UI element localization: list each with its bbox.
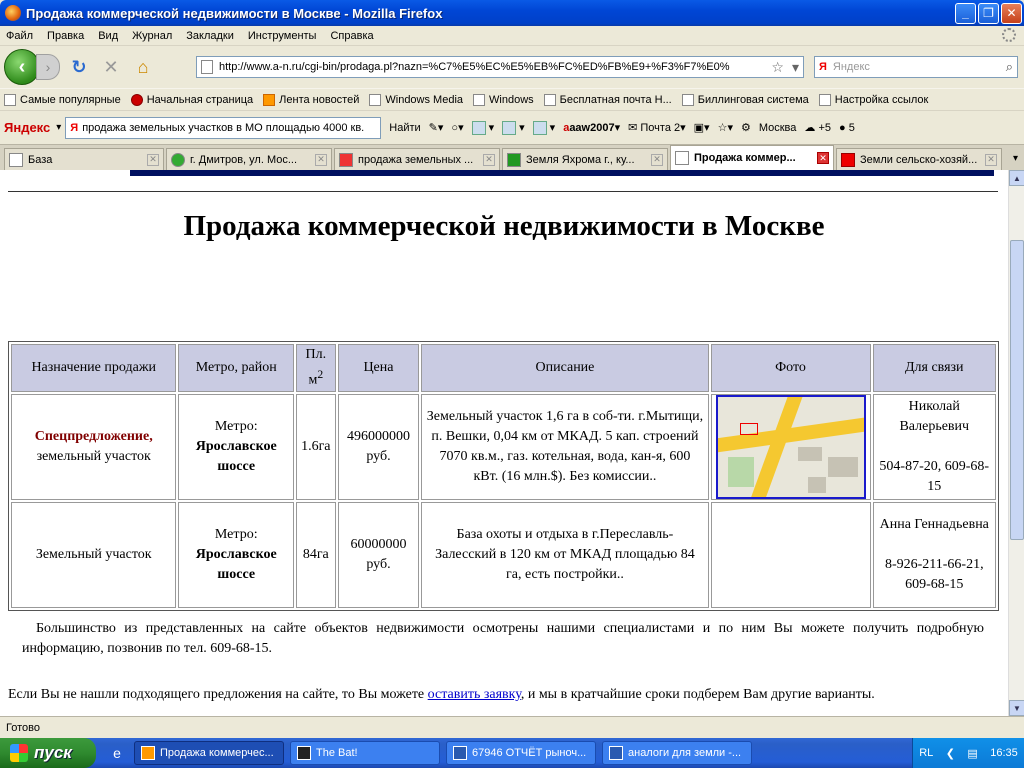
home-bookmark-icon — [131, 94, 143, 106]
scroll-up-arrow[interactable]: ▲ — [1009, 170, 1024, 186]
close-tab-icon[interactable]: ✕ — [817, 152, 829, 164]
throbber-icon — [1002, 28, 1016, 42]
system-tray — [912, 738, 1024, 768]
tab-dmitrov[interactable]: г. Дмитров, ул. Мос... ✕ — [166, 148, 332, 170]
contact-cell: Анна Геннадьевна 8-926-211-66-21, 609-68-15 — [873, 502, 996, 608]
window-title: Продажа коммерческой недвижимости в Москве - Mozilla Firefox — [26, 5, 443, 21]
maximize-button[interactable]: ❐ — [978, 3, 999, 24]
taskbar-thebat[interactable]: The Bat! — [290, 741, 440, 765]
clock[interactable]: 16:35 — [990, 747, 1018, 759]
menu-help[interactable]: Справка — [330, 29, 374, 42]
star-icon[interactable]: ☆▾ — [717, 122, 733, 134]
tab-zemlya-yakhroma[interactable]: Земля Яхрома г., ку... ✕ — [502, 148, 668, 170]
bookmark-folder-icon — [4, 94, 16, 106]
bookmark-item[interactable]: Самые популярные — [4, 94, 121, 106]
contact-cell: Николай Валерьевич 504-87-20, 609-68-15 — [873, 394, 996, 500]
yandex-query-input[interactable]: Я продажа земельных участков в МО площадью 4000 кв. — [65, 117, 381, 139]
bat-icon — [297, 746, 311, 760]
taskbar-word-analogs[interactable]: аналоги для земли -... — [602, 741, 752, 765]
rss-icon — [263, 94, 275, 106]
col-description: Описание — [421, 344, 708, 392]
yandex-icon — [339, 153, 353, 167]
word-icon — [609, 746, 623, 760]
arrow-icon — [841, 153, 855, 167]
scroll-thumb[interactable] — [1010, 240, 1024, 540]
bookmark-item[interactable]: Windows — [473, 94, 534, 106]
page-icon — [473, 94, 485, 106]
map-thumbnail[interactable] — [716, 395, 866, 499]
menu-file[interactable]: Файл — [6, 29, 34, 42]
tab-prodazha-zemel[interactable]: продажа земельных ... ✕ — [334, 148, 500, 170]
bookmark-item[interactable]: Настройка ссылок — [819, 94, 929, 106]
page-icon — [9, 153, 23, 167]
search-box[interactable] — [814, 56, 1018, 78]
listing-table — [8, 341, 999, 611]
window-titlebar — [0, 0, 1024, 26]
menu-view[interactable]: Вид — [98, 29, 119, 42]
purpose-cell: Спецпредложение, земельный участок — [11, 394, 176, 500]
close-tab-icon[interactable]: ✕ — [483, 154, 495, 166]
page-icon — [682, 94, 694, 106]
page-icon — [201, 60, 213, 74]
firefox-icon — [141, 746, 155, 760]
highlight-icon[interactable]: ✎▾ — [428, 122, 444, 134]
close-tab-icon[interactable]: ✕ — [315, 154, 327, 166]
metro-cell: Метро: Ярославское шоссе — [178, 502, 294, 608]
close-button[interactable]: ✕ — [1001, 3, 1022, 24]
tab-baza[interactable]: База ✕ — [4, 148, 164, 170]
bookmark-item[interactable]: Начальная страница — [131, 94, 253, 106]
photo-cell — [711, 502, 871, 608]
page-icon — [544, 94, 556, 106]
photo-cell — [711, 394, 871, 500]
table-header-row — [11, 344, 996, 392]
city-label[interactable]: Москва — [758, 121, 797, 134]
settings-gear-icon[interactable]: ⚙ — [740, 122, 751, 134]
close-tab-icon[interactable]: ✕ — [651, 154, 663, 166]
taskbar-word-report[interactable]: 67946 ОТЧЁТ рыноч... — [446, 741, 596, 765]
yandex-small-icon: Я — [70, 121, 79, 134]
language-indicator[interactable]: RL — [919, 747, 934, 759]
comment-icon[interactable]: ○▾ — [451, 122, 464, 134]
menu-bar — [0, 26, 1024, 46]
site-icon — [171, 153, 185, 167]
vertical-scrollbar[interactable] — [1008, 170, 1024, 716]
info-paragraph: Большинство из представленных на сайте объектов недвижимости осмотрены нашими специалистами и по ним Вы можете получить подробную информацию, позвонив по тел. 609-68-15. — [22, 621, 984, 656]
windows-taskbar — [0, 738, 1024, 768]
tray-network-icon[interactable]: ▤ — [967, 747, 978, 760]
price-cell: 60000000 руб. — [338, 502, 420, 608]
status-text: Готово — [6, 721, 40, 734]
mail-button[interactable]: ✉ Почта 2 ▾ — [628, 121, 686, 134]
yandex-logo[interactable]: Яндекс — [4, 120, 51, 135]
description-cell: Земельный участок 1,6 га в соб-ти. г.Мытищи, п. Вешки, 0,04 км от МКАД. 5 кап. строений 7070 кв.м., газ. котельная, вода, кан-я, 600 кВт. (16 млн.$). Без комиссии.. — [421, 394, 708, 500]
divider — [8, 191, 998, 192]
page-icon — [369, 94, 381, 106]
dictionary-icon[interactable]: ▾ — [533, 121, 556, 135]
col-price: Цена — [338, 344, 420, 392]
start-button[interactable]: пуск — [0, 738, 96, 768]
bookmark-item[interactable]: Бесплатная почта Н... — [544, 94, 672, 106]
area-cell: 1.6га — [296, 394, 335, 500]
user-button[interactable]: a aaw2007 ▾ — [563, 121, 621, 134]
status-bar — [0, 716, 1024, 738]
tray-arrow-icon[interactable]: ❮ — [945, 747, 955, 760]
tab-list-icon[interactable]: ▾ — [1012, 153, 1018, 164]
search-icon[interactable]: ⌕ — [1005, 59, 1013, 74]
menu-history[interactable]: Журнал — [132, 29, 173, 42]
traffic-score[interactable]: ● 5 — [839, 121, 855, 134]
col-metro: Метро, район — [178, 344, 294, 392]
address-url[interactable]: http://www.a-n.ru/cgi-bin/prodaga.pl?nazn=%C7%E5%EC%E5%EB%FC%ED%FB%E9+%F3%F7%E0% — [219, 61, 730, 73]
page-icon — [675, 151, 689, 165]
bookmark-star-icon[interactable]: ☆ — [771, 58, 784, 75]
price-cell: 496000000 руб. — [338, 394, 420, 500]
special-offer-label: Спецпредложение, — [34, 429, 153, 444]
tab-bar — [0, 144, 1024, 170]
area-cell: 84га — [296, 502, 335, 608]
col-area: Пл. $м^2$ — [296, 344, 335, 392]
close-tab-icon[interactable]: ✕ — [147, 154, 159, 166]
table-row — [11, 394, 996, 500]
url-dropdown-icon[interactable]: ▾ — [791, 58, 799, 75]
bookmark-item[interactable]: Windows Media — [369, 94, 463, 106]
menu-tools[interactable]: Инструменты — [247, 29, 317, 42]
yandex-toolbar — [0, 110, 1024, 144]
purpose-cell: Земельный участок — [11, 502, 176, 608]
page-content — [0, 170, 1008, 716]
scroll-down-arrow[interactable]: ▼ — [1009, 700, 1024, 716]
bookmarks-toolbar — [0, 88, 1024, 110]
tab-prodazha-kommer[interactable]: Продажа коммер... ✕ — [670, 145, 834, 170]
location-marker — [740, 423, 758, 435]
reload-icon[interactable]: ↻ — [71, 56, 87, 77]
request-paragraph: Если Вы не нашли подходящего предложения на сайте, то Вы можете оставить заявку, и мы в кратчайшие сроки подберем Вам другие варианты. — [8, 687, 875, 702]
site-nav-strip — [130, 170, 994, 176]
yandex-search-icon[interactable]: Я — [819, 61, 827, 73]
weather-temp[interactable]: ☁ +5 — [804, 121, 832, 134]
search-placeholder[interactable]: Яндекс — [832, 61, 870, 73]
tab-zemli-selsko[interactable]: Земли сельско-хозяй... ✕ — [836, 148, 1002, 170]
taskbar-firefox[interactable]: Продажа коммерчес... — [134, 741, 284, 765]
bookmark-item[interactable]: Биллинговая система — [682, 94, 809, 106]
forward-button[interactable]: › — [36, 54, 60, 80]
metro-cell: Метро: Ярославское шоссе — [178, 394, 294, 500]
back-button[interactable]: ‹ — [4, 49, 40, 85]
page-title: Продажа коммерческой недвижимости в Москве — [183, 210, 825, 242]
description-cell: База охоты и отдыха в г.Переславль-Залесский в 120 км от МКАД площадью 84 га, есть постройки.. — [421, 502, 708, 608]
site-icon — [507, 153, 521, 167]
minimize-button[interactable]: _ — [955, 3, 976, 24]
chevron-down-icon[interactable]: ▾ — [56, 122, 62, 133]
home-icon[interactable]: ⌂ — [137, 56, 149, 77]
col-photo: Фото — [711, 344, 871, 392]
find-button[interactable]: Найти — [389, 121, 421, 134]
translate-icon[interactable]: ▾ — [502, 121, 525, 135]
col-contact: Для связи — [873, 344, 996, 392]
close-tab-icon[interactable]: ✕ — [985, 154, 997, 166]
table-row — [11, 502, 996, 608]
page-icon — [819, 94, 831, 106]
menu-edit[interactable]: Правка — [47, 29, 85, 42]
word-icon — [453, 746, 467, 760]
firefox-icon — [5, 5, 21, 21]
address-bar[interactable] — [196, 56, 804, 78]
stop-icon[interactable]: ✕ — [103, 56, 119, 77]
col-purpose: Назначение продажи — [11, 344, 176, 392]
bookmark-item[interactable]: Лента новостей — [263, 94, 359, 106]
menu-bookmarks[interactable]: Закладки — [186, 29, 234, 42]
bookmark-cube-icon[interactable]: ▣▾ — [693, 122, 710, 134]
windows-logo-icon — [10, 744, 28, 762]
quicklaunch-ie-icon[interactable]: e — [113, 745, 121, 761]
leave-request-link[interactable]: оставить заявку — [427, 687, 521, 702]
spellcheck-icon[interactable]: ▾ — [472, 121, 495, 135]
